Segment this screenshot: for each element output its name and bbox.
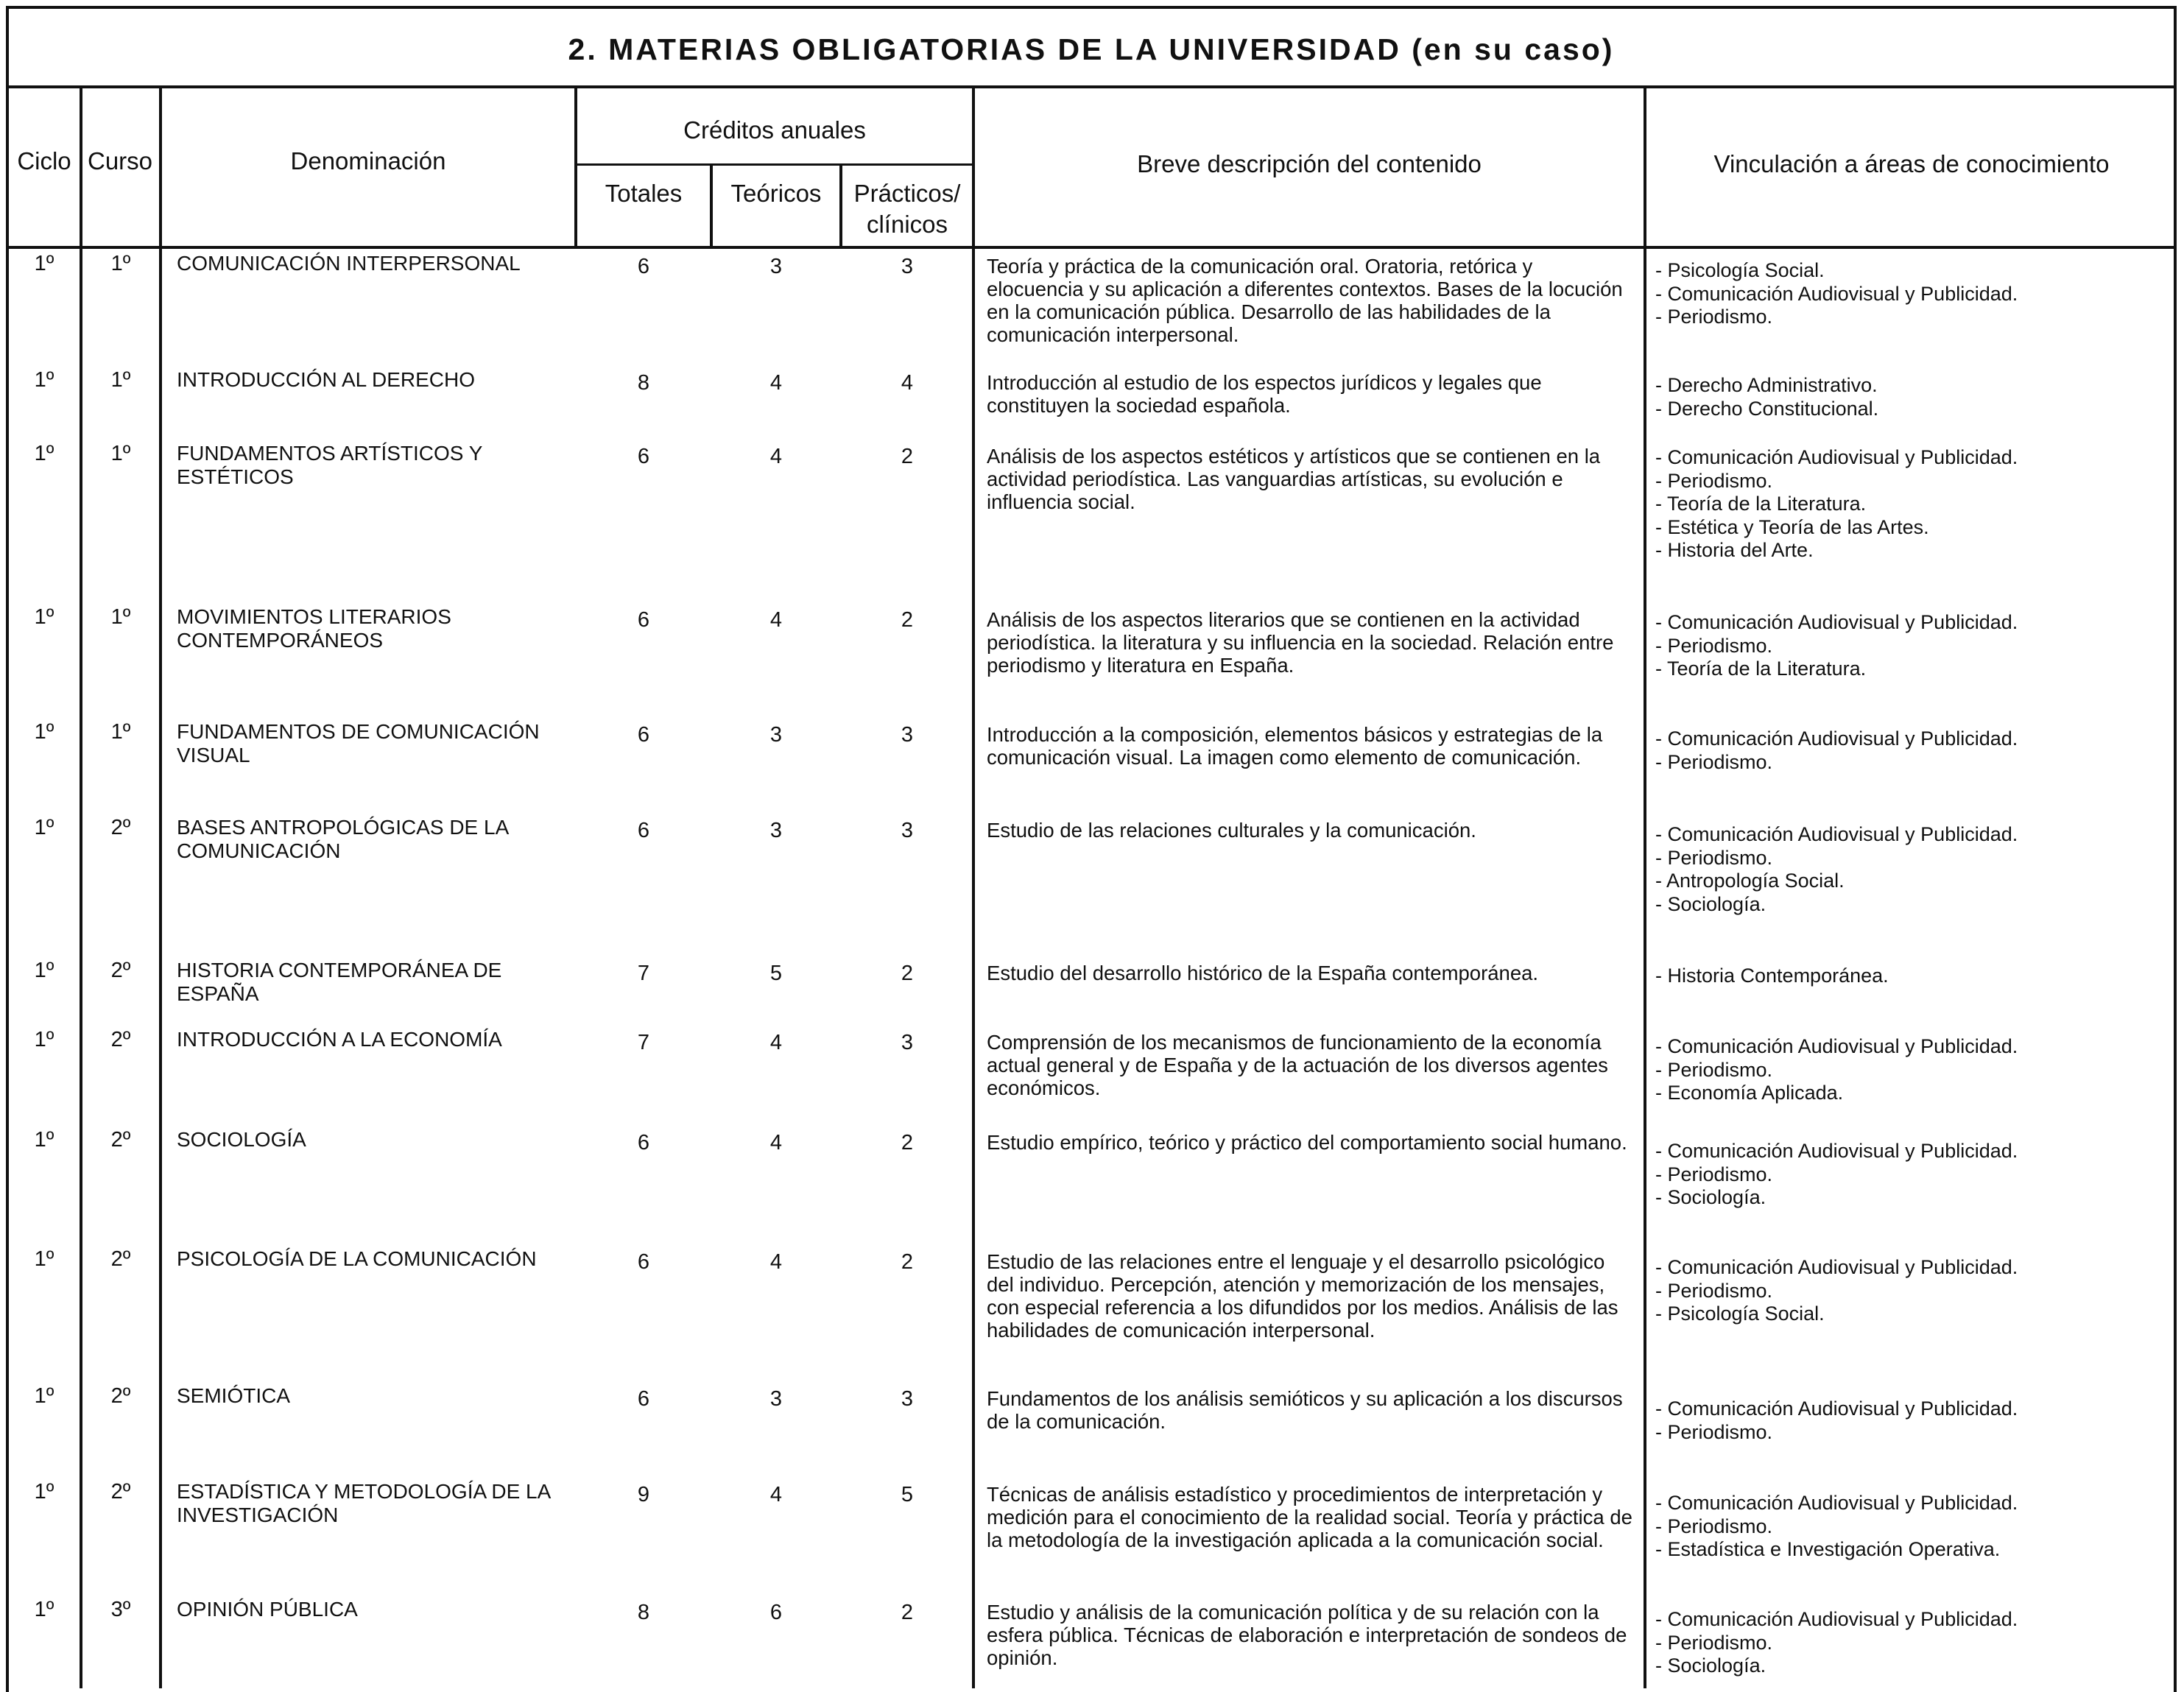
row-area-item: - Periodismo. bbox=[1655, 1420, 1773, 1443]
row-denominacion: INTRODUCCIÓN AL DERECHO bbox=[177, 368, 476, 391]
col-line-3 bbox=[574, 85, 577, 246]
document-title: 2. MATERIAS OBLIGATORIAS DE LA UNIVERSIDAD (en su caso) bbox=[568, 32, 1615, 66]
row-ciclo: 1º bbox=[34, 252, 54, 275]
row-practicos: 2 bbox=[901, 1250, 914, 1274]
title-divider bbox=[6, 85, 2177, 88]
row-area-item: - Comunicación Audiovisual y Publicidad. bbox=[1655, 1035, 2018, 1057]
row-descripcion: Estudio del desarrollo histórico de la España contemporánea. bbox=[987, 962, 1539, 984]
row-area-item: - Periodismo. bbox=[1655, 1279, 1773, 1302]
row-totales: 6 bbox=[637, 1131, 650, 1155]
row-area-item: - Comunicación Audiovisual y Publicidad. bbox=[1655, 1397, 2018, 1420]
row-teoricos: 4 bbox=[769, 1250, 783, 1274]
row-area-item: - Comunicación Audiovisual y Publicidad. bbox=[1655, 823, 2018, 845]
row-curso: 2º bbox=[110, 1247, 131, 1271]
row-teoricos: 3 bbox=[769, 723, 783, 747]
row-descripcion: Teoría y práctica de la comunicación oral. Oratoria, retórica y elocuencia y su aplicación a diferentes contextos. Bases de la locución en la comunicación pública. Desarrollo de las habilidades de la comunicación interpersonal. bbox=[987, 255, 1623, 346]
row-curso: 3º bbox=[110, 1598, 131, 1621]
row-curso: 1º bbox=[110, 368, 131, 392]
row-ciclo: 1º bbox=[34, 1028, 54, 1051]
row-area-item: - Periodismo. bbox=[1655, 469, 1773, 492]
row-area-item: - Comunicación Audiovisual y Publicidad. bbox=[1655, 1256, 2018, 1278]
row-area-item: - Periodismo. bbox=[1655, 1631, 1773, 1654]
row-teoricos: 5 bbox=[769, 962, 783, 985]
row-area-item: - Sociología. bbox=[1655, 892, 1766, 915]
row-totales: 6 bbox=[637, 723, 650, 747]
col-line-5 bbox=[839, 163, 842, 246]
row-ciclo: 1º bbox=[34, 1384, 54, 1408]
row-totales: 6 bbox=[637, 255, 650, 278]
row-teoricos: 3 bbox=[769, 255, 783, 278]
row-ciclo: 1º bbox=[34, 605, 54, 629]
row-totales: 6 bbox=[637, 819, 650, 842]
col-line-2 bbox=[159, 85, 162, 1688]
row-practicos: 2 bbox=[901, 445, 914, 468]
row-area-item: - Teoría de la Literatura. bbox=[1655, 493, 1867, 515]
row-descripcion: Análisis de los aspectos estéticos y artísticos que se contienen en la actividad periodística. Las vanguardias artísticas, su evolución e influencia social. bbox=[987, 445, 1601, 513]
row-practicos: 2 bbox=[901, 962, 914, 985]
row-denominacion: BASES ANTROPOLÓGICAS DE LA COMUNICACIÓN bbox=[177, 816, 508, 862]
row-ciclo: 1º bbox=[34, 368, 54, 392]
row-area-item: - Historia Contemporánea. bbox=[1655, 965, 1889, 987]
header-divider bbox=[6, 246, 2177, 249]
row-totales: 6 bbox=[637, 445, 650, 468]
row-area-item: - Comunicación Audiovisual y Publicidad. bbox=[1655, 1608, 2018, 1630]
row-ciclo: 1º bbox=[34, 1247, 54, 1271]
row-totales: 6 bbox=[637, 608, 650, 632]
row-practicos: 2 bbox=[901, 1131, 914, 1155]
header-totales: Totales bbox=[605, 180, 683, 207]
header-vinculacion: Vinculación a áreas de conocimiento bbox=[1713, 150, 2110, 177]
creditos-divider bbox=[574, 163, 975, 166]
row-area-item: - Periodismo. bbox=[1655, 306, 1773, 328]
row-area-item: - Psicología Social. bbox=[1655, 259, 1825, 281]
row-teoricos: 4 bbox=[769, 608, 783, 632]
header-descripcion: Breve descripción del contenido bbox=[1137, 150, 1482, 177]
row-ciclo: 1º bbox=[34, 1598, 54, 1621]
row-totales: 7 bbox=[637, 962, 650, 985]
row-area-item: - Comunicación Audiovisual y Publicidad. bbox=[1655, 1140, 2018, 1162]
row-area-item: - Economía Aplicada. bbox=[1655, 1082, 1844, 1104]
row-area-item: - Teoría de la Literatura. bbox=[1655, 658, 1867, 680]
row-denominacion: FUNDAMENTOS DE COMUNICACIÓN VISUAL bbox=[177, 720, 540, 766]
row-area-item: - Periodismo. bbox=[1655, 1163, 1773, 1185]
row-practicos: 5 bbox=[901, 1483, 914, 1506]
header-practicos: Prácticos/ clínicos bbox=[853, 180, 961, 238]
row-area-item: - Comunicación Audiovisual y Publicidad. bbox=[1655, 727, 2018, 750]
row-area-item: - Periodismo. bbox=[1655, 846, 1773, 869]
row-practicos: 3 bbox=[901, 723, 914, 747]
row-descripcion: Introducción a la composición, elementos básicos y estrategias de la comunicación visual. La imagen como elemento de comunicación. bbox=[987, 723, 1603, 769]
row-area-item: - Derecho Constitucional. bbox=[1655, 397, 1879, 420]
row-area-item: - Sociología. bbox=[1655, 1654, 1766, 1677]
row-denominacion: FUNDAMENTOS ARTÍSTICOS Y ESTÉTICOS bbox=[177, 442, 482, 488]
row-descripcion: Técnicas de análisis estadístico y procedimientos de interpretación y medición para el conocimiento de la realidad social. Teoría y práctica de la metodología de la investigación aplicada a la comunicación social. bbox=[987, 1483, 1632, 1551]
row-curso: 1º bbox=[110, 720, 131, 744]
row-curso: 1º bbox=[110, 605, 131, 629]
row-area-item: - Comunicación Audiovisual y Publicidad. bbox=[1655, 1492, 2018, 1514]
col-line-6 bbox=[972, 85, 975, 1688]
row-denominacion: SOCIOLOGÍA bbox=[177, 1128, 306, 1151]
row-area-item: - Comunicación Audiovisual y Publicidad. bbox=[1655, 446, 2018, 468]
row-totales: 9 bbox=[637, 1483, 650, 1506]
row-area-item: - Historia del Arte. bbox=[1655, 539, 1814, 561]
row-teoricos: 4 bbox=[769, 1031, 783, 1054]
row-totales: 7 bbox=[637, 1031, 650, 1054]
row-curso: 2º bbox=[110, 1128, 131, 1152]
header-teoricos: Teóricos bbox=[730, 180, 822, 207]
header-curso: Curso bbox=[87, 147, 153, 175]
row-denominacion: COMUNICACIÓN INTERPERSONAL bbox=[177, 252, 521, 275]
header-creditos: Créditos anuales bbox=[683, 116, 866, 144]
row-area-item: - Periodismo. bbox=[1655, 1515, 1773, 1537]
row-teoricos: 4 bbox=[769, 1483, 783, 1506]
row-denominacion: MOVIMIENTOS LITERARIOS CONTEMPORÁNEOS bbox=[177, 605, 451, 652]
row-teoricos: 4 bbox=[769, 445, 783, 468]
row-area-item: - Comunicación Audiovisual y Publicidad. bbox=[1655, 282, 2018, 305]
col-line-7 bbox=[1644, 85, 1646, 1688]
row-descripcion: Comprensión de los mecanismos de funcionamiento de la economía actual general y de España y de la actuación de los diversos agentes económicos. bbox=[987, 1031, 1608, 1099]
header-ciclo: Ciclo bbox=[17, 147, 71, 175]
row-curso: 1º bbox=[110, 252, 131, 275]
row-teoricos: 3 bbox=[769, 819, 783, 842]
row-teoricos: 4 bbox=[769, 371, 783, 395]
row-denominacion: ESTADÍSTICA Y METODOLOGÍA DE LA INVESTIGACIÓN bbox=[177, 1480, 550, 1526]
row-curso: 2º bbox=[110, 816, 131, 839]
row-denominacion: SEMIÓTICA bbox=[177, 1384, 291, 1407]
row-area-item: - Derecho Administrativo. bbox=[1655, 374, 1878, 396]
row-teoricos: 3 bbox=[769, 1387, 783, 1411]
row-ciclo: 1º bbox=[34, 1128, 54, 1152]
row-descripcion: Análisis de los aspectos literarios que se contienen en la actividad periodística. la literatura y su influencia en la sociedad. Relación entre periodismo y literatura en España. bbox=[987, 608, 1614, 677]
row-practicos: 3 bbox=[901, 819, 914, 842]
row-totales: 6 bbox=[637, 1387, 650, 1411]
row-descripcion: Estudio y análisis de la comunicación política y de su relación con la esfera pública. Técnicas de elaboración e interpretación de sondeos de opinión. bbox=[987, 1601, 1627, 1669]
row-area-item: - Psicología Social. bbox=[1655, 1303, 1825, 1325]
row-ciclo: 1º bbox=[34, 959, 54, 982]
row-area-item: - Periodismo. bbox=[1655, 1058, 1773, 1081]
row-area-item: - Estética y Teoría de las Artes. bbox=[1655, 515, 1929, 538]
row-teoricos: 6 bbox=[769, 1601, 783, 1624]
row-practicos: 2 bbox=[901, 1601, 914, 1624]
row-ciclo: 1º bbox=[34, 816, 54, 839]
row-denominacion: HISTORIA CONTEMPORÁNEA DE ESPAÑA bbox=[177, 959, 502, 1005]
row-practicos: 3 bbox=[901, 1387, 914, 1411]
row-area-item: - Periodismo. bbox=[1655, 750, 1773, 773]
row-descripcion: Fundamentos de los análisis semióticos y su aplicación a los discursos de la comunicación. bbox=[987, 1387, 1623, 1433]
row-area-item: - Periodismo. bbox=[1655, 634, 1773, 657]
row-practicos: 4 bbox=[901, 371, 914, 395]
row-denominacion: OPINIÓN PÚBLICA bbox=[177, 1598, 358, 1621]
row-totales: 8 bbox=[637, 371, 650, 395]
row-descripcion: Estudio de las relaciones entre el lenguaje y el desarrollo psicológico del individuo. Percepción, atención y memorización de los mensajes, con especial referencia a los difundidos por los medios. Análisis de las habilidades de comunicación interpersonal. bbox=[987, 1250, 1618, 1342]
row-ciclo: 1º bbox=[34, 442, 54, 465]
row-denominacion: INTRODUCCIÓN A LA ECONOMÍA bbox=[177, 1028, 502, 1051]
row-totales: 6 bbox=[637, 1250, 650, 1274]
row-area-item: - Antropología Social. bbox=[1655, 870, 1845, 892]
row-area-item: - Estadística e Investigación Operativa. bbox=[1655, 1538, 2001, 1560]
row-practicos: 3 bbox=[901, 255, 914, 278]
row-ciclo: 1º bbox=[34, 1480, 54, 1504]
row-descripcion: Introducción al estudio de los espectos jurídicos y legales que constituyen la sociedad española. bbox=[987, 371, 1542, 417]
row-curso: 2º bbox=[110, 959, 131, 982]
row-descripcion: Estudio de las relaciones culturales y la comunicación. bbox=[987, 819, 1476, 842]
row-denominacion: PSICOLOGÍA DE LA COMUNICACIÓN bbox=[177, 1247, 537, 1270]
row-practicos: 3 bbox=[901, 1031, 914, 1054]
row-curso: 2º bbox=[110, 1480, 131, 1504]
row-practicos: 2 bbox=[901, 608, 914, 632]
row-ciclo: 1º bbox=[34, 720, 54, 744]
row-curso: 2º bbox=[110, 1028, 131, 1051]
row-curso: 2º bbox=[110, 1384, 131, 1408]
row-area-item: - Sociología. bbox=[1655, 1186, 1766, 1208]
row-area-item: - Comunicación Audiovisual y Publicidad. bbox=[1655, 611, 2018, 633]
row-totales: 8 bbox=[637, 1601, 650, 1624]
row-curso: 1º bbox=[110, 442, 131, 465]
row-descripcion: Estudio empírico, teórico y práctico del comportamiento social humano. bbox=[987, 1131, 1627, 1154]
row-teoricos: 4 bbox=[769, 1131, 783, 1155]
col-line-1 bbox=[80, 85, 82, 1688]
header-denominacion: Denominación bbox=[290, 147, 446, 175]
